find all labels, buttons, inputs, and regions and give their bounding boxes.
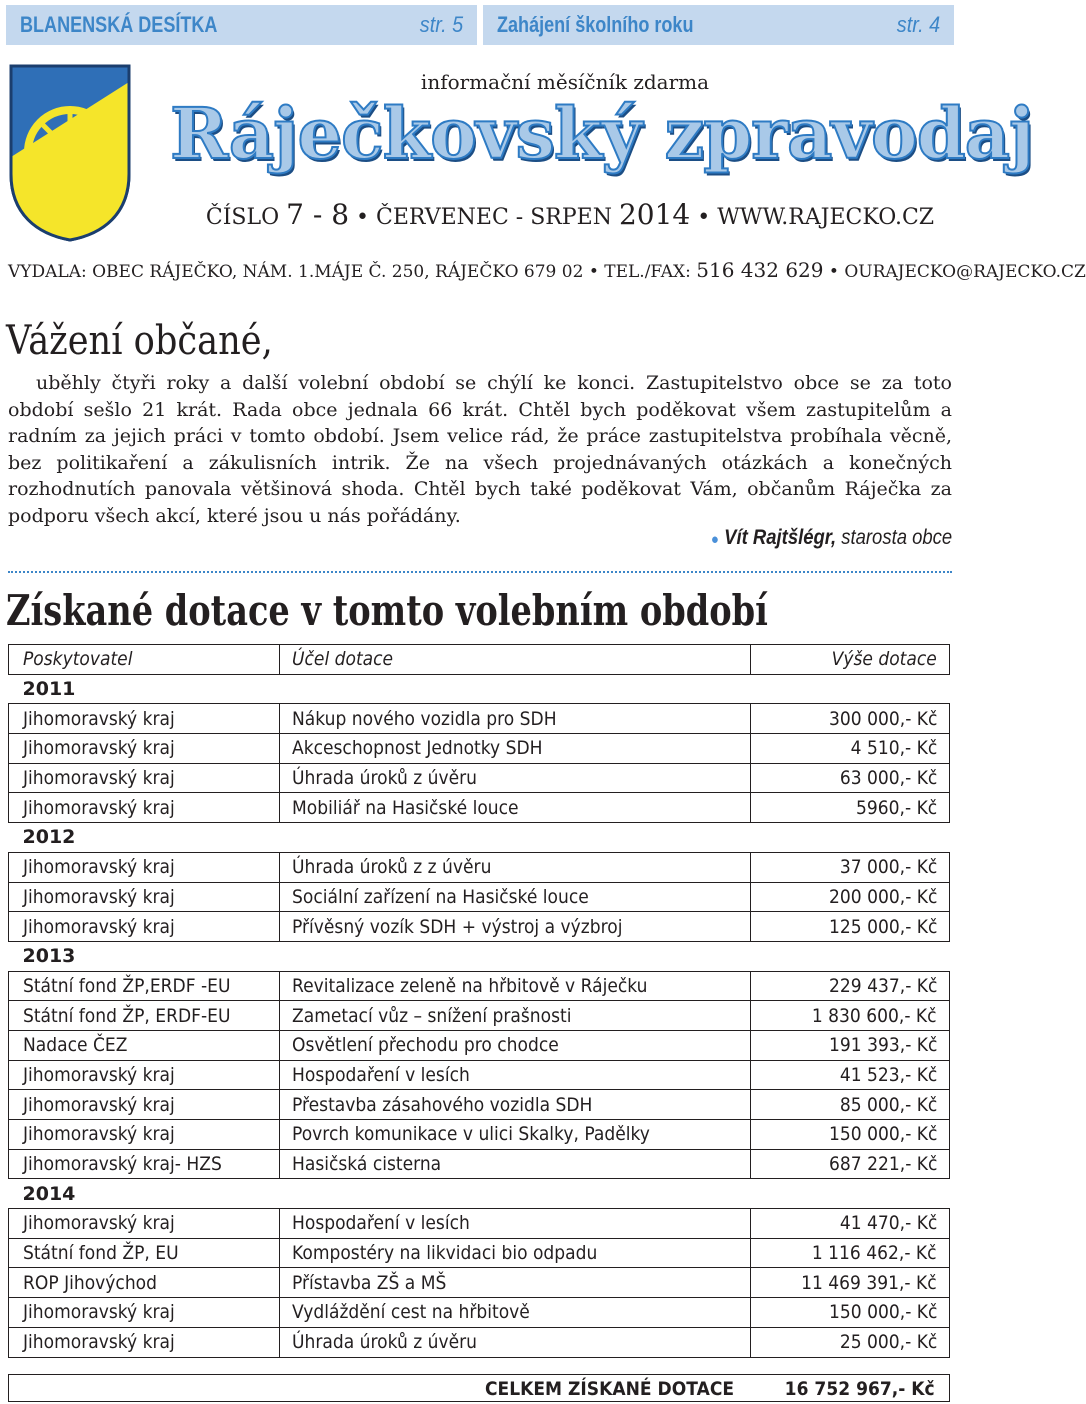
provider-cell-text: Jihomoravský kraj [23, 1212, 175, 1235]
provider-cell [9, 793, 280, 823]
provider-cell-text: Státní fond ŽP, EU [23, 1242, 179, 1265]
amount-cell [751, 704, 950, 734]
issue-months: ČERVENEC - SRPEN [376, 205, 612, 230]
amount-cell [751, 1090, 950, 1120]
issue-label: ČÍSLO [205, 205, 280, 230]
publisher: VYDALA: OBEC RÁJEČKO, NÁM. 1.MÁJE Č. 250, RÁJEČKO 679 02 [8, 262, 584, 282]
amount-cell-text: 229 437,- Kč [828, 974, 937, 997]
provider-cell [9, 882, 280, 912]
signature [711, 526, 952, 550]
table-row [9, 1298, 950, 1328]
provider-cell [9, 1209, 280, 1239]
table-row [9, 1327, 950, 1357]
amount-cell-text: 200 000,- Kč [828, 885, 937, 908]
provider-cell-text: Státní fond ŽP, ERDF-EU [23, 1004, 231, 1027]
purpose-cell-text: Úhrada úroků z úvěru [292, 1331, 478, 1354]
purpose-cell-text: Nákup nového vozidla pro SDH [292, 707, 557, 730]
year-row [9, 823, 950, 853]
purpose-cell [280, 971, 751, 1001]
provider-cell-text: Nadace ČEZ [23, 1034, 128, 1057]
provider-cell [9, 1268, 280, 1298]
provider-cell-text: Jihomoravský kraj [23, 856, 175, 879]
header-purpose-text: Účel dotace [292, 648, 394, 671]
purpose-cell [280, 1298, 751, 1328]
year-label: 2014 [9, 1179, 950, 1209]
table-row [9, 763, 950, 793]
purpose-cell-text: Přestavba zásahového vozidla SDH [292, 1093, 593, 1116]
amount-cell-text: 41 470,- Kč [839, 1212, 937, 1235]
purpose-cell [280, 734, 751, 764]
amount-cell [751, 734, 950, 764]
signature-role: starosta obce [841, 526, 952, 549]
coat-of-arms-icon [7, 62, 133, 242]
amount-cell [751, 1149, 950, 1179]
amount-cell-text: 25 000,- Kč [839, 1331, 937, 1354]
bullet-dot-icon: • [356, 205, 370, 230]
provider-cell [9, 852, 280, 882]
table-row [9, 1149, 950, 1179]
tagline: informační měsíčník zdarma [420, 70, 710, 94]
table-row [9, 1268, 950, 1298]
purpose-cell-text: Mobiliář na Hasičské louce [292, 796, 519, 819]
provider-cell-text: Jihomoravský kraj [23, 1331, 175, 1354]
header-provider [9, 645, 280, 675]
year-row [9, 674, 950, 704]
issue-web[interactable]: WWW.RAJECKO.CZ [717, 205, 935, 230]
provider-cell-text: Jihomoravský kraj- HZS [23, 1153, 222, 1176]
purpose-cell-text: Úhrada úroků z úvěru [292, 767, 478, 790]
purpose-cell-text: Hospodaření v lesích [292, 1063, 470, 1086]
amount-cell-text: 5960,- Kč [855, 796, 937, 819]
header-purpose [280, 645, 751, 675]
masthead-title: Ráječkovský zpravodaj [170, 92, 1034, 175]
provider-cell [9, 971, 280, 1001]
amount-cell [751, 1060, 950, 1090]
purpose-cell [280, 912, 751, 942]
purpose-cell-text: Úhrada úroků z z úvěru [292, 856, 492, 879]
purpose-cell [280, 1090, 751, 1120]
purpose-cell-text: Osvětlení přechodu pro chodce [292, 1034, 559, 1057]
amount-cell [751, 1209, 950, 1239]
amount-cell [751, 763, 950, 793]
top-teaser-bar [6, 5, 954, 45]
purpose-cell [280, 1268, 751, 1298]
purpose-cell [280, 1209, 751, 1239]
purpose-cell [280, 852, 751, 882]
year-row [9, 941, 950, 971]
dotted-divider [8, 571, 952, 573]
provider-cell [9, 1090, 280, 1120]
contact-line [8, 258, 1086, 282]
purpose-cell [280, 1120, 751, 1150]
purpose-cell-text: Přívěsný vozík SDH + výstroj a výzbroj [292, 915, 623, 938]
provider-cell-text: Jihomoravský kraj [23, 737, 175, 760]
amount-cell-text: 150 000,- Kč [828, 1301, 937, 1324]
provider-cell [9, 1060, 280, 1090]
provider-cell [9, 1001, 280, 1031]
amount-cell-text: 41 523,- Kč [839, 1063, 937, 1086]
year-label: 2012 [9, 823, 950, 853]
purpose-cell-text: Povrch komunikace v ulici Skalky, Padělky [292, 1123, 650, 1146]
table-row [9, 793, 950, 823]
amount-cell-text: 687 221,- Kč [828, 1153, 937, 1176]
year-label: 2013 [9, 941, 950, 971]
bullet-dot-icon: • [828, 262, 839, 282]
letter-body [8, 370, 952, 529]
year-row [9, 1179, 950, 1209]
purpose-cell [280, 763, 751, 793]
amount-cell-text: 1 116 462,- Kč [812, 1242, 937, 1265]
purpose-cell-text: Hasičská cisterna [292, 1153, 442, 1176]
provider-cell-text: Jihomoravský kraj [23, 1301, 175, 1324]
provider-cell [9, 734, 280, 764]
provider-cell [9, 912, 280, 942]
table-row [9, 1030, 950, 1060]
header-amount [751, 645, 950, 675]
purpose-cell-text: Revitalizace zeleně na hřbitově v Ráječku [292, 974, 648, 997]
purpose-cell-text: Kompostéry na likvidaci bio odpadu [292, 1242, 598, 1265]
total-label: CELKEM ZÍSKANÉ DOTACE [485, 1378, 735, 1400]
issue-year: 2014 [618, 198, 691, 231]
wheel-icon [28, 110, 112, 194]
purpose-cell-text: Akceschopnost Jednotky SDH [292, 737, 543, 760]
provider-cell-text: Jihomoravský kraj [23, 767, 175, 790]
teaser-left[interactable] [6, 5, 477, 45]
year-label: 2011 [9, 674, 950, 704]
bullet-dot-icon: • [697, 205, 711, 230]
provider-cell [9, 763, 280, 793]
table-row [9, 1209, 950, 1239]
purpose-cell [280, 1327, 751, 1357]
amount-cell-text: 11 469 391,- Kč [801, 1271, 937, 1294]
provider-cell-text: Jihomoravský kraj [23, 707, 175, 730]
amount-cell-text: 85 000,- Kč [839, 1093, 937, 1116]
grants-table [8, 644, 950, 1358]
provider-cell [9, 1149, 280, 1179]
purpose-cell [280, 704, 751, 734]
purpose-cell [280, 1030, 751, 1060]
provider-cell [9, 1298, 280, 1328]
amount-cell [751, 1327, 950, 1357]
signature-name: Vít Rajtšlégr, [723, 526, 836, 549]
provider-cell [9, 704, 280, 734]
provider-cell-text: Jihomoravský kraj [23, 1063, 175, 1086]
amount-cell [751, 971, 950, 1001]
teaser-left-page: str. 5 [419, 12, 463, 37]
total-row [8, 1374, 950, 1402]
provider-cell [9, 1327, 280, 1357]
total-value: 16 752 967,- Kč [784, 1378, 935, 1400]
amount-cell [751, 1238, 950, 1268]
amount-cell-text: 150 000,- Kč [828, 1123, 937, 1146]
amount-cell [751, 1298, 950, 1328]
amount-cell [751, 1001, 950, 1031]
bullet-dot-icon: • [588, 262, 599, 282]
purpose-cell [280, 1001, 751, 1031]
provider-cell-text: Jihomoravský kraj [23, 1123, 175, 1146]
amount-cell [751, 1268, 950, 1298]
provider-cell [9, 1120, 280, 1150]
section-title: Získané dotace v tomto volebním období [6, 586, 768, 635]
amount-cell-text: 63 000,- Kč [839, 767, 937, 790]
purpose-cell [280, 882, 751, 912]
amount-cell-text: 37 000,- Kč [839, 856, 937, 879]
table-row [9, 1090, 950, 1120]
amount-cell [751, 912, 950, 942]
amount-cell [751, 793, 950, 823]
amount-cell-text: 4 510,- Kč [850, 737, 937, 760]
purpose-cell-text: Hospodaření v lesích [292, 1212, 470, 1235]
teaser-right[interactable] [483, 5, 954, 45]
table-row [9, 882, 950, 912]
issue-number: 7 - 8 [286, 198, 350, 231]
provider-cell-text: ROP Jihovýchod [23, 1271, 157, 1294]
purpose-cell-text: Vydláždění cest na hřbitově [292, 1301, 530, 1324]
amount-cell-text: 1 830 600,- Kč [812, 1004, 937, 1027]
provider-cell-text: Jihomoravský kraj [23, 796, 175, 819]
purpose-cell-text: Sociální zařízení na Hasičské louce [292, 885, 589, 908]
purpose-cell-text: Zametací vůz – snížení prašnosti [292, 1004, 572, 1027]
table-row [9, 734, 950, 764]
email-link[interactable]: OURAJECKO@RAJECKO.CZ [844, 262, 1086, 282]
purpose-cell [280, 793, 751, 823]
purpose-cell [280, 1149, 751, 1179]
purpose-cell [280, 1238, 751, 1268]
amount-cell [751, 1030, 950, 1060]
table-row [9, 1060, 950, 1090]
table-row [9, 1238, 950, 1268]
teaser-right-page: str. 4 [896, 12, 940, 37]
table-header-row [9, 645, 950, 675]
issue-line [200, 198, 940, 231]
purpose-cell [280, 1060, 751, 1090]
table-row [9, 1120, 950, 1150]
provider-cell-text: Jihomoravský kraj [23, 915, 175, 938]
provider-cell [9, 1030, 280, 1060]
table-row [9, 852, 950, 882]
amount-cell-text: 300 000,- Kč [828, 707, 937, 730]
letter-greeting: Vážení občané, [6, 318, 273, 364]
amount-cell-text: 125 000,- Kč [828, 915, 937, 938]
provider-cell-text: Jihomoravský kraj [23, 885, 175, 908]
header-amount-text: Výše dotace [831, 648, 937, 671]
amount-cell-text: 191 393,- Kč [828, 1034, 937, 1057]
teaser-right-title: Zahájení školního roku [497, 12, 694, 37]
table-row [9, 1001, 950, 1031]
table-row [9, 971, 950, 1001]
amount-cell [751, 1120, 950, 1150]
table-row [9, 704, 950, 734]
phone-number: 516 432 629 [696, 258, 824, 282]
table-row [9, 912, 950, 942]
provider-cell-text: Státní fond ŽP,ERDF -EU [23, 974, 231, 997]
purpose-cell-text: Přístavba ZŠ a MŠ [292, 1271, 447, 1294]
teaser-left-title: BLANENSKÁ DESÍTKA [20, 12, 218, 37]
amount-cell [751, 852, 950, 882]
letter-text: uběhly čtyři roky a další volební období se chýlí ke konci. Zastupitelstvo obce se za toto období sešlo 21 krát. Rada obce jednala 66 krát. Chtěl bych poděkovat všem zastupitelům a radním za jejich práci v tomto období. Jsem velice rád, že práce zastupitelstva probíhala věcně, bez politikaření a zákulisních intrik. Že na všech projednávaných otázkách a konečných rozhodnutích panovala většinová shoda. Chtěl bych také poděkovat Vám, občanům Ráječka za podporu všech akcí, které jsou u nás pořádány. [8, 372, 952, 527]
phone-label: TEL./FAX: [604, 262, 691, 282]
amount-cell [751, 882, 950, 912]
provider-cell [9, 1238, 280, 1268]
header-provider-text: Poskytovatel [23, 648, 133, 671]
bullet-dot-icon: ● [710, 531, 719, 548]
provider-cell-text: Jihomoravský kraj [23, 1093, 175, 1116]
